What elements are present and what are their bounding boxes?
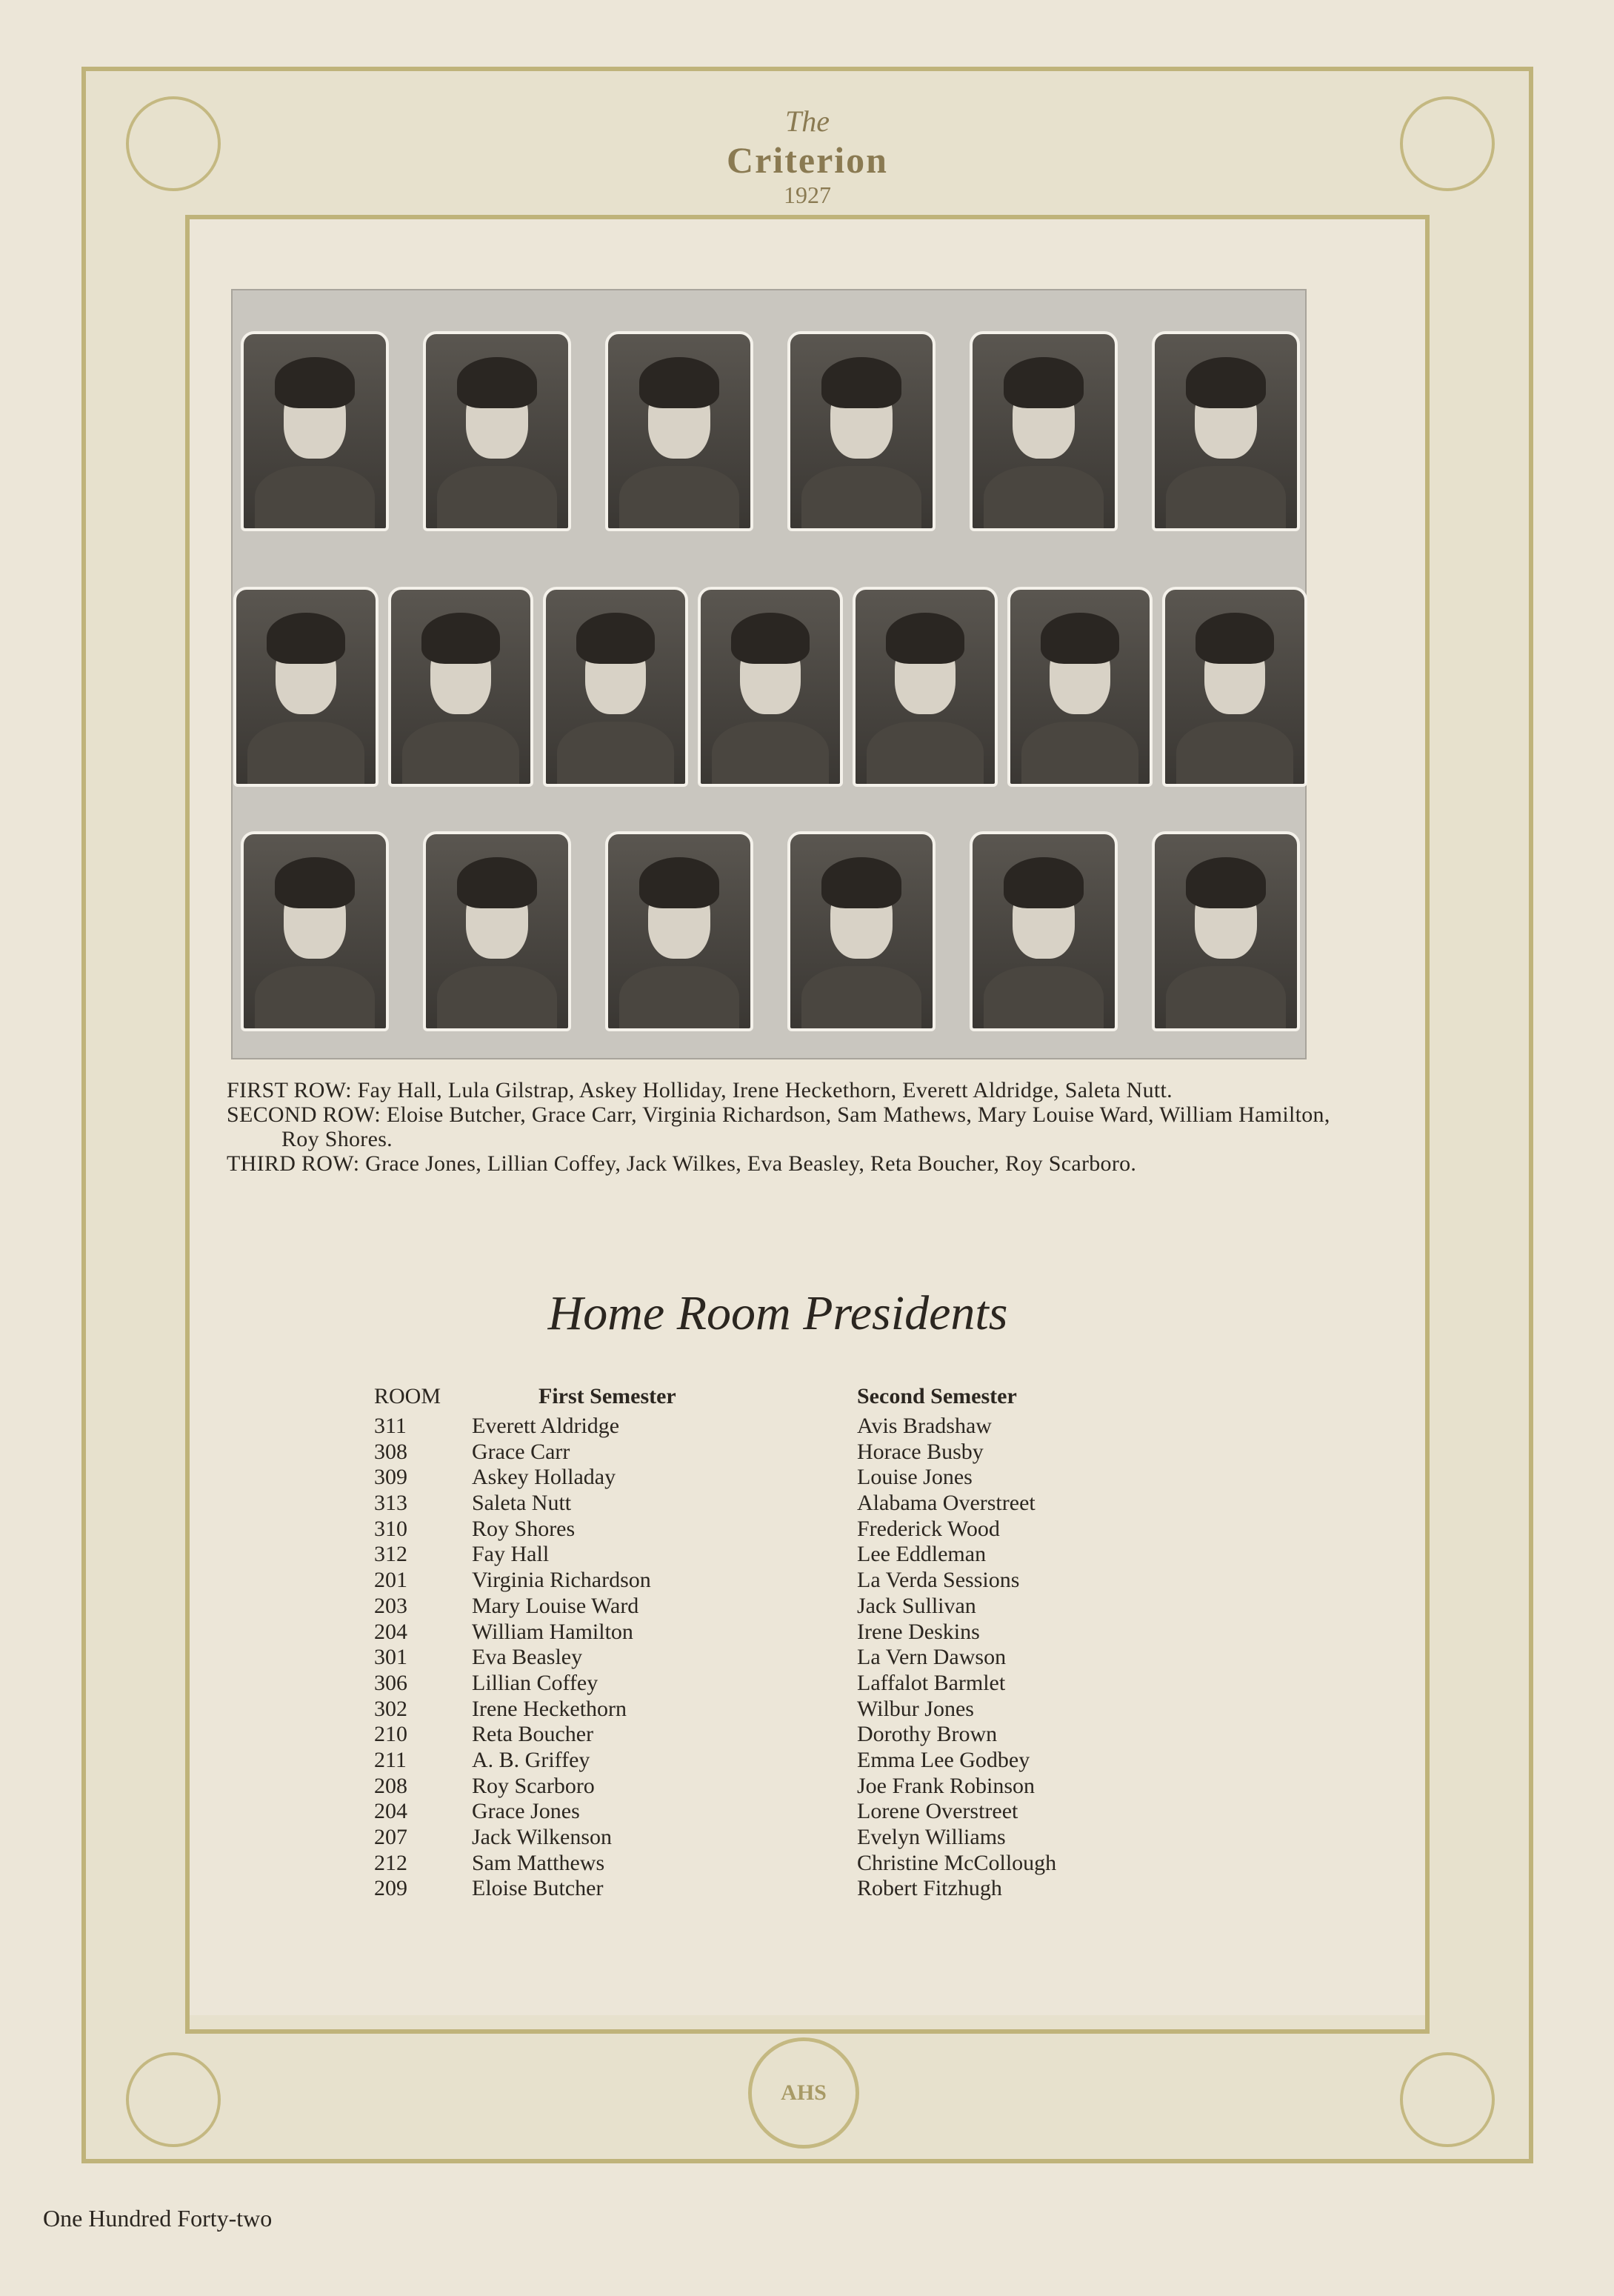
- first-semester-cell: Saleta Nutt: [472, 1491, 572, 1516]
- table-row: [374, 1440, 1226, 1465]
- header-title: Criterion: [727, 139, 888, 181]
- second-semester-cell: Jack Sullivan: [857, 1593, 976, 1618]
- first-semester-cell: Roy Scarboro: [472, 1773, 595, 1798]
- table-row: [374, 1620, 1226, 1646]
- first-semester-cell: Fay Hall: [472, 1542, 550, 1567]
- portrait-photo: [1152, 831, 1300, 1031]
- first-semester-cell: Roy Shores: [472, 1516, 576, 1541]
- first-semester-cell: Sam Matthews: [472, 1850, 605, 1875]
- second-semester-cell: Emma Lee Godbey: [857, 1747, 1030, 1772]
- table-row: [374, 1568, 1226, 1594]
- portrait-photo: [970, 331, 1118, 531]
- portrait-photo: [1007, 587, 1153, 787]
- second-semester-cell: Evelyn Williams: [857, 1825, 1006, 1849]
- table-row: [374, 1876, 1226, 1902]
- first-semester-cell: Virginia Richardson: [472, 1568, 651, 1593]
- page-number: One Hundred Forty-two: [43, 2205, 273, 2232]
- first-semester-cell: Grace Jones: [472, 1799, 580, 1824]
- table-row: [374, 1645, 1226, 1671]
- section-title: Home Room Presidents: [547, 1286, 1008, 1340]
- second-semester-cell: Joe Frank Robinson: [857, 1773, 1035, 1798]
- room-cell: 309: [374, 1465, 407, 1490]
- room-cell: 210: [374, 1722, 407, 1747]
- first-semester-cell: Grace Carr: [472, 1439, 570, 1464]
- corner-ornament-top-right: [1400, 96, 1495, 191]
- portrait-photo: [241, 331, 389, 531]
- header-first-semester: First Semester: [538, 1384, 676, 1408]
- second-semester-cell: Frederick Wood: [857, 1516, 1000, 1541]
- portrait-photo: [605, 831, 753, 1031]
- table-row: [374, 1697, 1226, 1723]
- second-semester-cell: Avis Bradshaw: [857, 1414, 992, 1438]
- portrait-photo: [787, 831, 936, 1031]
- first-semester-cell: William Hamilton: [472, 1619, 633, 1644]
- caption-second-row: SECOND ROW: Eloise Butcher, Grace Carr, Virginia Richardson, Sam Mathews, Mary Louise Ward, William Hamilton, Roy Shores.: [227, 1102, 1330, 1151]
- home-room-table: [374, 1384, 1226, 1902]
- room-cell: 211: [374, 1747, 407, 1772]
- table-row: [374, 1851, 1226, 1877]
- room-cell: 203: [374, 1593, 407, 1618]
- room-cell: 201: [374, 1568, 407, 1593]
- caption-third-row: THIRD ROW: Grace Jones, Lillian Coffey, Jack Wilkes, Eva Beasley, Reta Boucher, Roy Scarboro.: [227, 1151, 1137, 1176]
- room-cell: 209: [374, 1876, 407, 1901]
- first-semester-cell: Jack Wilkenson: [472, 1825, 613, 1849]
- first-semester-cell: Reta Boucher: [472, 1722, 594, 1747]
- portrait-panel: [231, 289, 1307, 1059]
- room-cell: 310: [374, 1516, 407, 1541]
- header-year: 1927: [784, 182, 831, 208]
- table-row: [374, 1542, 1226, 1568]
- first-semester-cell: Eva Beasley: [472, 1645, 583, 1670]
- first-semester-cell: A. B. Griffey: [472, 1747, 590, 1772]
- second-semester-cell: Lee Eddleman: [857, 1542, 987, 1567]
- portrait-photo: [787, 331, 936, 531]
- portrait-photo: [233, 587, 379, 787]
- room-cell: 301: [374, 1645, 407, 1670]
- first-semester-cell: Mary Louise Ward: [472, 1593, 639, 1618]
- room-cell: 212: [374, 1850, 407, 1875]
- header-room: ROOM: [374, 1384, 441, 1408]
- first-semester-cell: Askey Holladay: [472, 1465, 616, 1490]
- second-semester-cell: Laffalot Barmlet: [857, 1670, 1006, 1695]
- second-semester-cell: Irene Deskins: [857, 1619, 980, 1644]
- portrait-photo: [605, 331, 753, 531]
- first-semester-cell: Eloise Butcher: [472, 1876, 604, 1901]
- room-cell: 207: [374, 1825, 407, 1849]
- photo-caption: [227, 1078, 1338, 1176]
- room-cell: 313: [374, 1491, 407, 1516]
- second-semester-cell: Alabama Overstreet: [857, 1491, 1036, 1516]
- second-semester-cell: La Vern Dawson: [857, 1645, 1007, 1670]
- corner-ornament-top-left: [126, 96, 221, 191]
- portrait-photo: [241, 831, 389, 1031]
- yearbook-header: [696, 104, 918, 209]
- portrait-photo: [1162, 587, 1307, 787]
- second-semester-cell: Horace Busby: [857, 1439, 984, 1464]
- room-cell: 302: [374, 1696, 407, 1721]
- table-row: [374, 1774, 1226, 1800]
- first-semester-cell: Irene Heckethorn: [472, 1696, 627, 1721]
- room-cell: 208: [374, 1773, 407, 1798]
- table-row: [374, 1671, 1226, 1697]
- portrait-photo: [1152, 331, 1300, 531]
- table-row: [374, 1748, 1226, 1774]
- header-the: The: [785, 104, 830, 138]
- room-cell: 306: [374, 1670, 407, 1695]
- portrait-photo: [423, 331, 571, 531]
- portrait-photo: [543, 587, 688, 787]
- corner-ornament-bottom-right: [1400, 2052, 1495, 2147]
- corner-ornament-bottom-left: [126, 2052, 221, 2147]
- room-cell: 204: [374, 1799, 407, 1824]
- header-second-semester: Second Semester: [857, 1384, 1017, 1408]
- first-semester-cell: Everett Aldridge: [472, 1414, 620, 1438]
- second-semester-cell: Lorene Overstreet: [857, 1799, 1018, 1824]
- portrait-photo: [423, 831, 571, 1031]
- table-row: [374, 1465, 1226, 1491]
- portrait-photo: [970, 831, 1118, 1031]
- table-row: [374, 1799, 1226, 1825]
- second-semester-cell: Christine McCollough: [857, 1850, 1057, 1875]
- caption-first-row: FIRST ROW: Fay Hall, Lula Gilstrap, Askey Holliday, Irene Heckethorn, Everett Aldridge, Saleta Nutt.: [227, 1078, 1173, 1102]
- room-cell: 312: [374, 1542, 407, 1567]
- first-semester-cell: Lillian Coffey: [472, 1670, 598, 1695]
- school-seal: AHS: [748, 2037, 859, 2149]
- room-cell: 308: [374, 1439, 407, 1464]
- table-row: [374, 1517, 1226, 1543]
- second-semester-cell: Wilbur Jones: [857, 1696, 974, 1721]
- table-row: [374, 1414, 1226, 1440]
- table-body: [374, 1414, 1226, 1902]
- table-row: [374, 1594, 1226, 1620]
- portrait-photo: [388, 587, 533, 787]
- room-cell: 204: [374, 1619, 407, 1644]
- room-cell: 311: [374, 1414, 407, 1438]
- table-row: [374, 1825, 1226, 1851]
- table-row: [374, 1722, 1226, 1748]
- second-semester-cell: Louise Jones: [857, 1465, 973, 1490]
- second-semester-cell: La Verda Sessions: [857, 1568, 1020, 1593]
- second-semester-cell: Robert Fitzhugh: [857, 1876, 1002, 1901]
- portrait-photo: [698, 587, 843, 787]
- table-row: [374, 1491, 1226, 1517]
- second-semester-cell: Dorothy Brown: [857, 1722, 998, 1747]
- table-header: [374, 1384, 1226, 1414]
- portrait-photo: [853, 587, 998, 787]
